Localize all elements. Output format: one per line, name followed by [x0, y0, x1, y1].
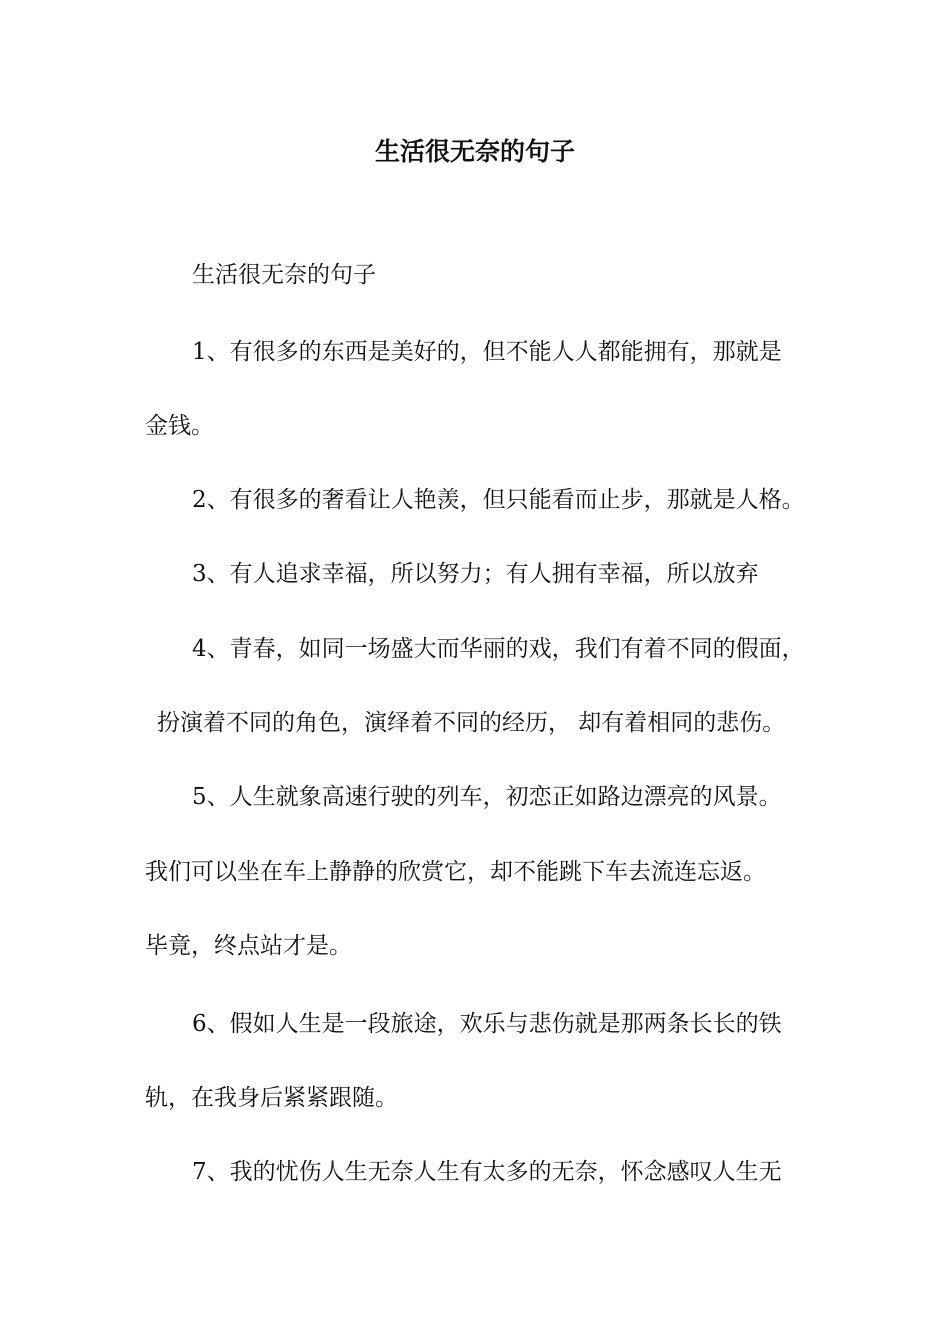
- text-line: 4、青春，如同一场盛大而华丽的戏，我们有着不同的假面，: [192, 636, 805, 662]
- text-line: 1、有很多的东西是美好的，但不能人人都能拥有，那就是: [192, 339, 782, 365]
- document-title: 生活很无奈的句子: [374, 137, 575, 166]
- text-line: 5、人生就象高速行驶的列车，初恋正如路边漂亮的风景。: [192, 784, 782, 810]
- text-line: 毕竟，终点站才是。: [145, 933, 352, 959]
- text-line: 扮演着不同的角色，演绎着不同的经历， 却有着相同的悲伤。: [157, 710, 786, 736]
- text-line: 3、有人追求幸福，所以努力；有人拥有幸福，所以放弃: [192, 561, 759, 587]
- text-line: 7、我的忧伤人生无奈人生有太多的无奈，怀念感叹人生无: [192, 1159, 782, 1185]
- text-line: 轨，在我身后紧紧跟随。: [145, 1085, 398, 1111]
- text-line: 金钱。: [145, 413, 214, 439]
- text-line: 2、有很多的奢看让人艳羡，但只能看而止步，那就是人格。: [192, 487, 805, 513]
- text-line: 6、假如人生是一段旅途，欢乐与悲伤就是那两条长长的铁: [192, 1011, 782, 1037]
- text-line: 我们可以坐在车上静静的欣赏它，却不能跳下车去流连忘返。: [145, 859, 766, 885]
- subtitle-line: 生活很无奈的句子: [192, 262, 376, 288]
